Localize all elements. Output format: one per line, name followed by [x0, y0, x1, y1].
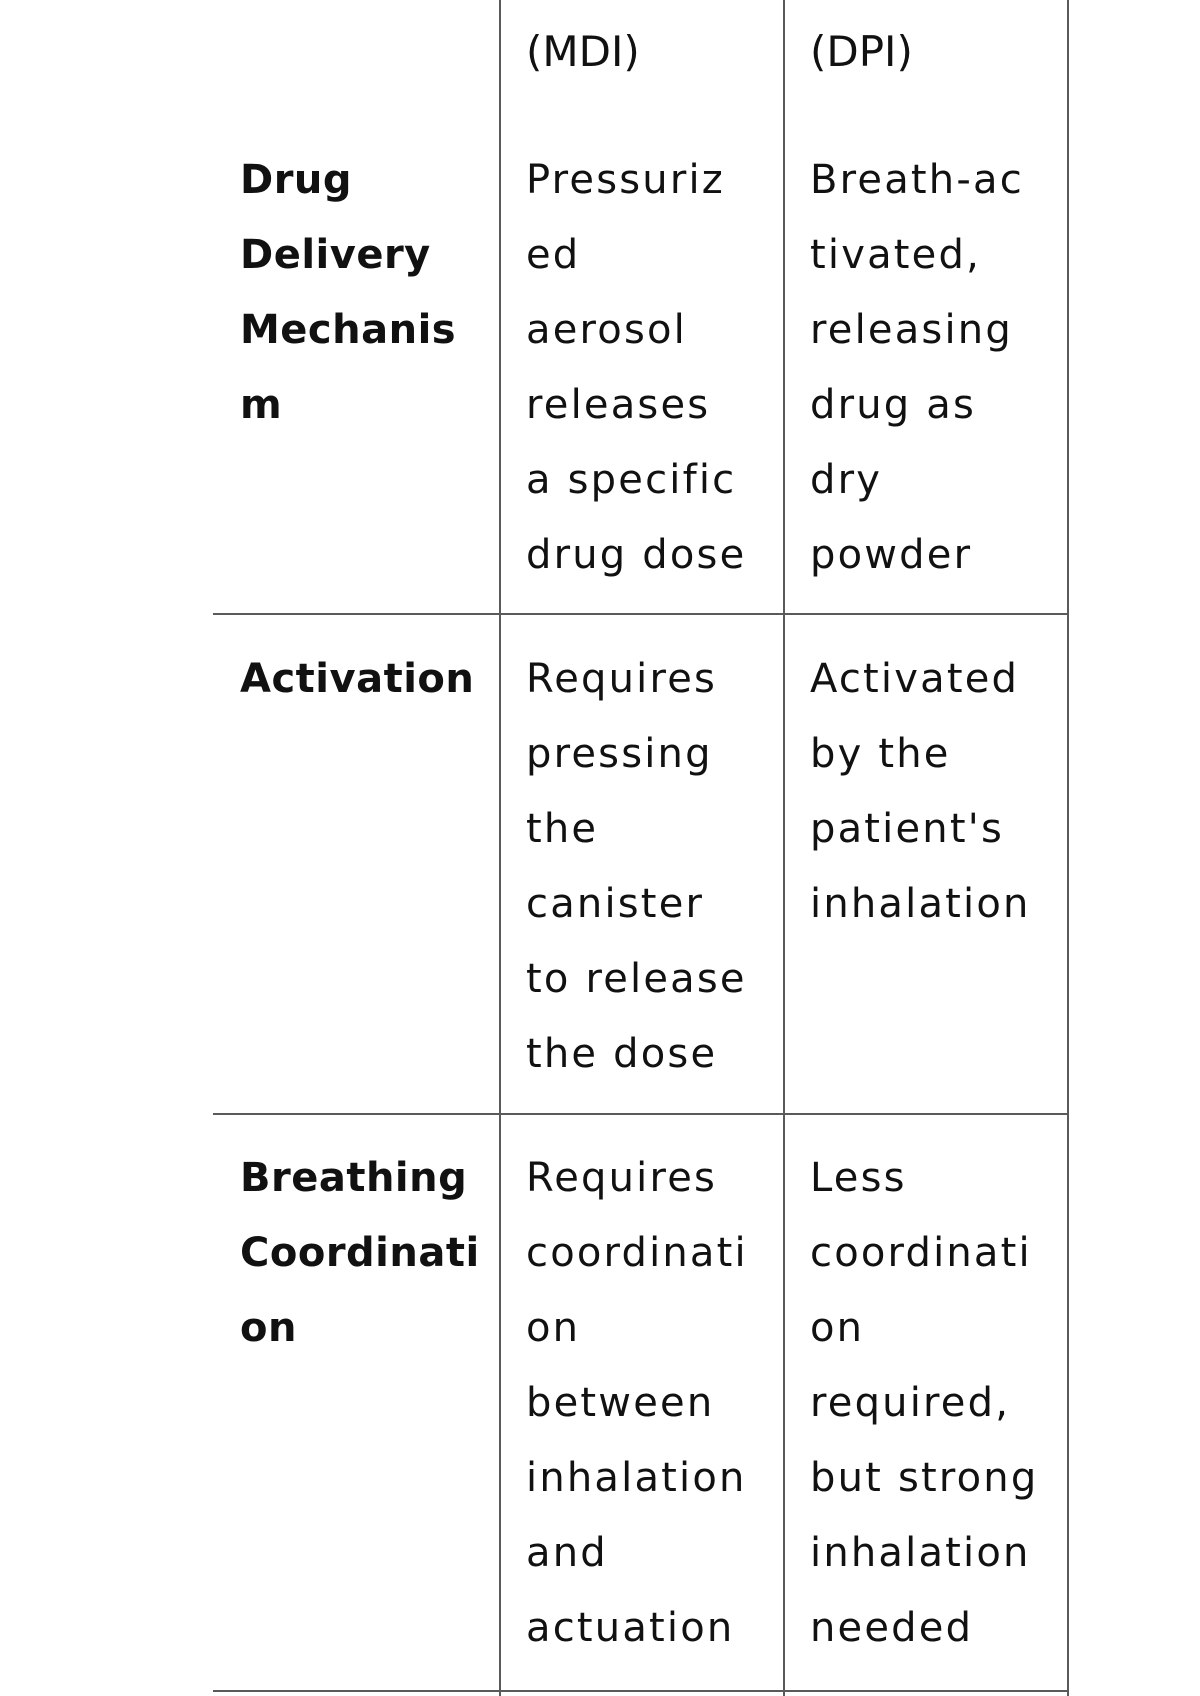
column-divider-2 — [783, 0, 785, 1696]
cell-dpi-drug-delivery: Breath-ac tivated, releasing drug as dry powder — [810, 157, 1024, 578]
cell-mdi-activation: Requires pressing the canister to release the dose — [526, 656, 747, 1077]
cell-mdi-drug-delivery: Pressuriz ed aerosol releases a specific drug dose — [526, 157, 747, 578]
row-divider-3 — [213, 1690, 1068, 1692]
table-right-border — [1067, 0, 1069, 1696]
row-divider-2 — [213, 1113, 1068, 1115]
row-label-drug-delivery-mechanism: Drug Delivery Mechanis m — [240, 157, 457, 428]
cell-dpi-breathing-coordination: Less coordinati on required, but strong inhalation needed — [810, 1155, 1039, 1651]
row-label-activation: Activation — [240, 656, 475, 702]
header-dpi: (DPI) — [810, 27, 913, 76]
column-divider-1 — [499, 0, 501, 1696]
cell-mdi-breathing-coordination: Requires coordinati on between inhalation and actuation — [526, 1155, 748, 1651]
header-mdi: (MDI) — [526, 27, 640, 76]
row-divider-1 — [213, 613, 1068, 615]
row-label-breathing-coordination: Breathing Coordinati on — [240, 1155, 480, 1351]
cell-dpi-activation: Activated by the patient's inhalation — [810, 656, 1031, 927]
